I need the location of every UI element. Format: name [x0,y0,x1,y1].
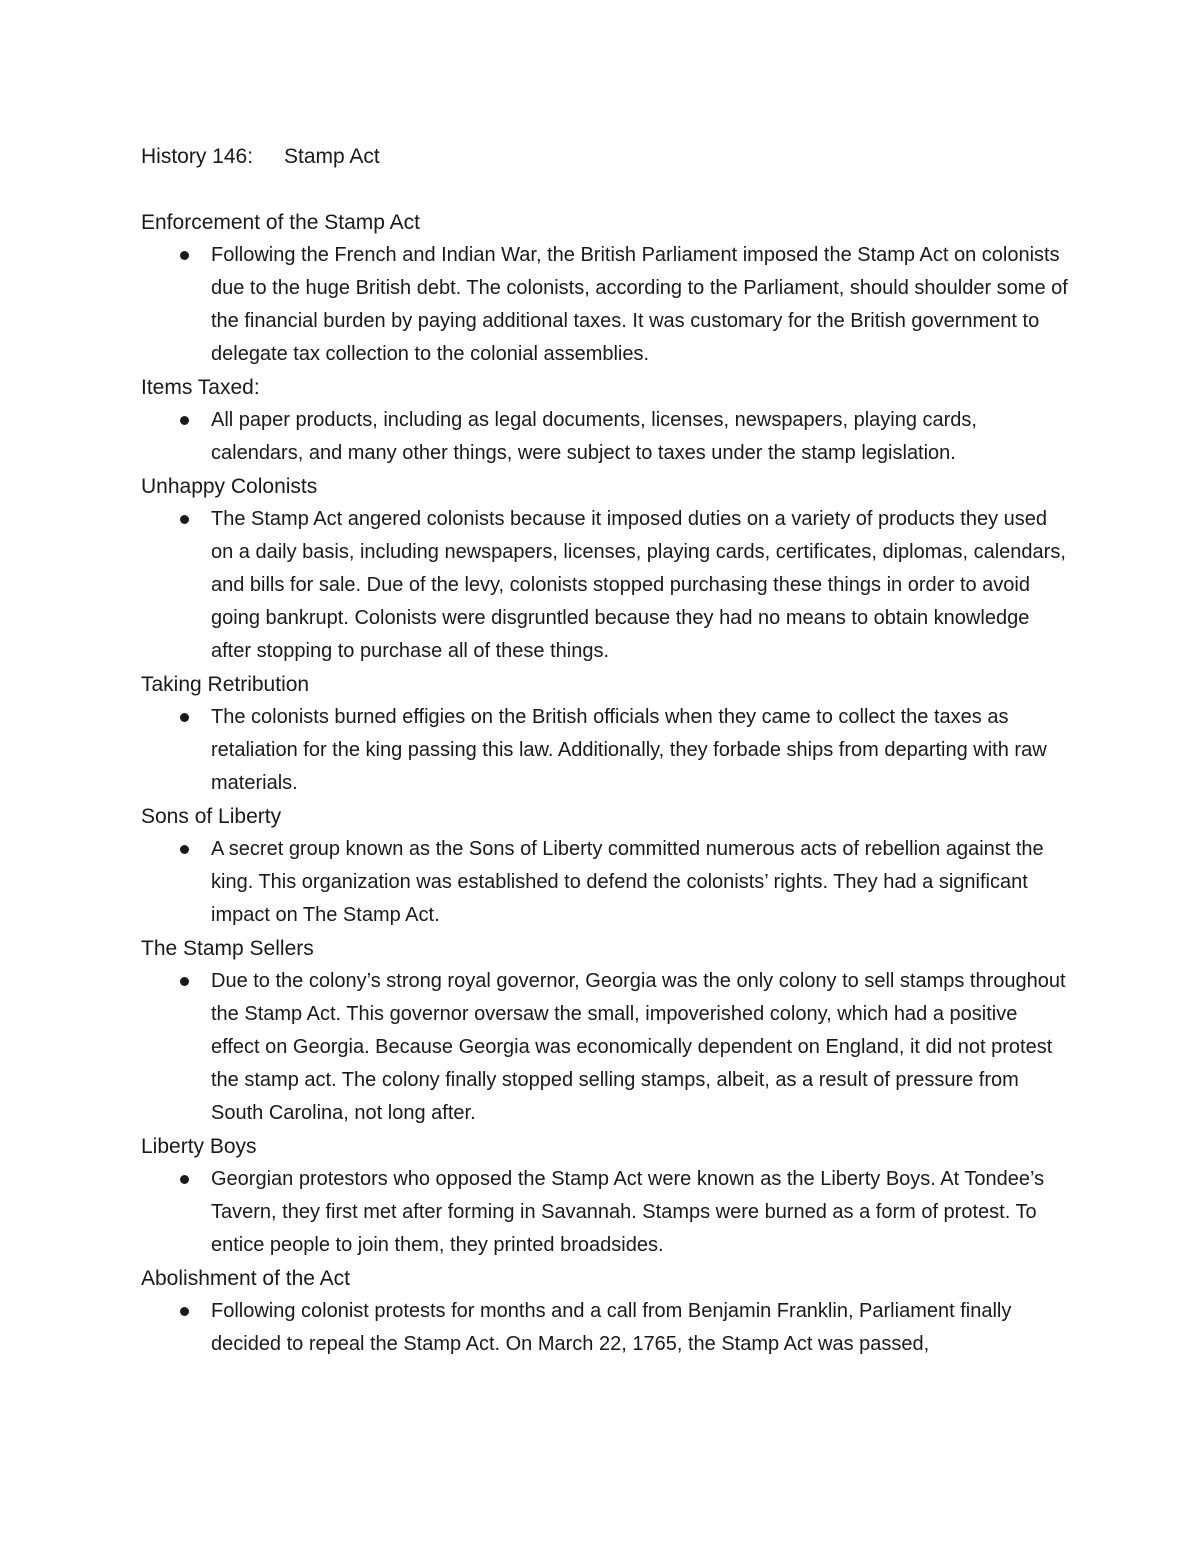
bullet-list [141,701,1071,800]
section [141,470,1071,668]
bullet-dot-icon [180,845,189,854]
bullet-list [141,1295,1071,1361]
bullet-item [141,1163,1071,1262]
bullet-list [141,1163,1071,1262]
bullet-list [141,503,1071,668]
section [141,371,1071,470]
bullet-dot-icon [180,977,189,986]
bullet-dot-icon [180,251,189,260]
bullet-item [141,701,1071,800]
section [141,1262,1071,1361]
section [141,932,1071,1130]
section [141,800,1071,932]
bullet-list [141,965,1071,1130]
section-heading: Enforcement of the Stamp Act [141,211,420,234]
bullet-text: Following the French and Indian War, the British Parliament imposed the Stamp Act on colonists due to the huge British debt. The colonists, according to the Parliament, should shoulder some of the financial burden by paying additional taxes. It was customary for the British government to delegate tax collection to the colonial assemblies. [211,244,1068,365]
section-heading: Taking Retribution [141,673,310,696]
bullet-dot-icon [180,713,189,722]
bullet-text: All paper products, including as legal documents, licenses, newspapers, playing cards, calendars, and many other things, were subject to taxes under the stamp legislation. [211,409,977,464]
bullet-item [141,404,1071,470]
bullet-dot-icon [180,416,189,425]
section [141,1130,1071,1262]
bullet-item [141,503,1071,668]
bullet-text: The Stamp Act angered colonists because it imposed duties on a variety of products they used on a daily basis, including newspapers, licenses, playing cards, certificates, diplomas, calendars, and bills for sale. Due of the levy, colonists stopped purchasing these things in order to avoid going bankrupt. Colonists were disgruntled because they had no means to obtain knowledge after stopping to purchase all of these things. [211,508,1066,662]
bullet-text: Due to the colony’s strong royal governor, Georgia was the only colony to sell stamps throughout the Stamp Act. This governor oversaw the small, impoverished colony, which had a positive effect on Georgia. Because Georgia was economically dependent on England, it did not protest the stamp act. The colony finally stopped selling stamps, albeit, as a result of pressure from South Carolina, not long after. [211,970,1066,1124]
section-heading: Items Taxed: [141,376,260,399]
bullet-list [141,239,1071,371]
bullet-dot-icon [180,515,189,524]
section-heading: The Stamp Sellers [141,937,314,960]
section-heading: Abolishment of the Act [141,1267,350,1290]
section-heading: Sons of Liberty [141,805,282,828]
bullet-item [141,965,1071,1130]
bullet-item [141,1295,1071,1361]
bullet-list [141,833,1071,932]
section [141,668,1071,800]
bullet-text: A secret group known as the Sons of Liberty committed numerous acts of rebellion against the king. This organization was established to defend the colonists’ rights. They had a significant impact on The Stamp Act. [211,838,1044,926]
bullet-text: Georgian protestors who opposed the Stamp Act were known as the Liberty Boys. At Tondee’s Tavern, they first met after forming in Savannah. Stamps were burned as a form of protest. To entice people to join them, they printed broadsides. [211,1168,1045,1256]
bullet-list [141,404,1071,470]
title-spacer [141,173,1071,206]
topic-label: Stamp Act [284,145,380,168]
course-label: History 146: [141,145,254,168]
section [141,206,1071,371]
section-heading: Liberty Boys [141,1135,257,1158]
document-page [141,140,1071,1361]
bullet-item [141,239,1071,371]
sections-container [141,206,1071,1361]
document-title [141,140,1071,173]
bullet-text: The colonists burned effigies on the British officials when they came to collect the taxes as retaliation for the king passing this law. Additionally, they forbade ships from departing with raw materials. [211,706,1047,794]
bullet-dot-icon [180,1175,189,1184]
bullet-text: Following colonist protests for months and a call from Benjamin Franklin, Parliament finally decided to repeal the Stamp Act. On March 22, 1765, the Stamp Act was passed, [211,1300,1012,1355]
section-heading: Unhappy Colonists [141,475,318,498]
bullet-item [141,833,1071,932]
bullet-dot-icon [180,1307,189,1316]
